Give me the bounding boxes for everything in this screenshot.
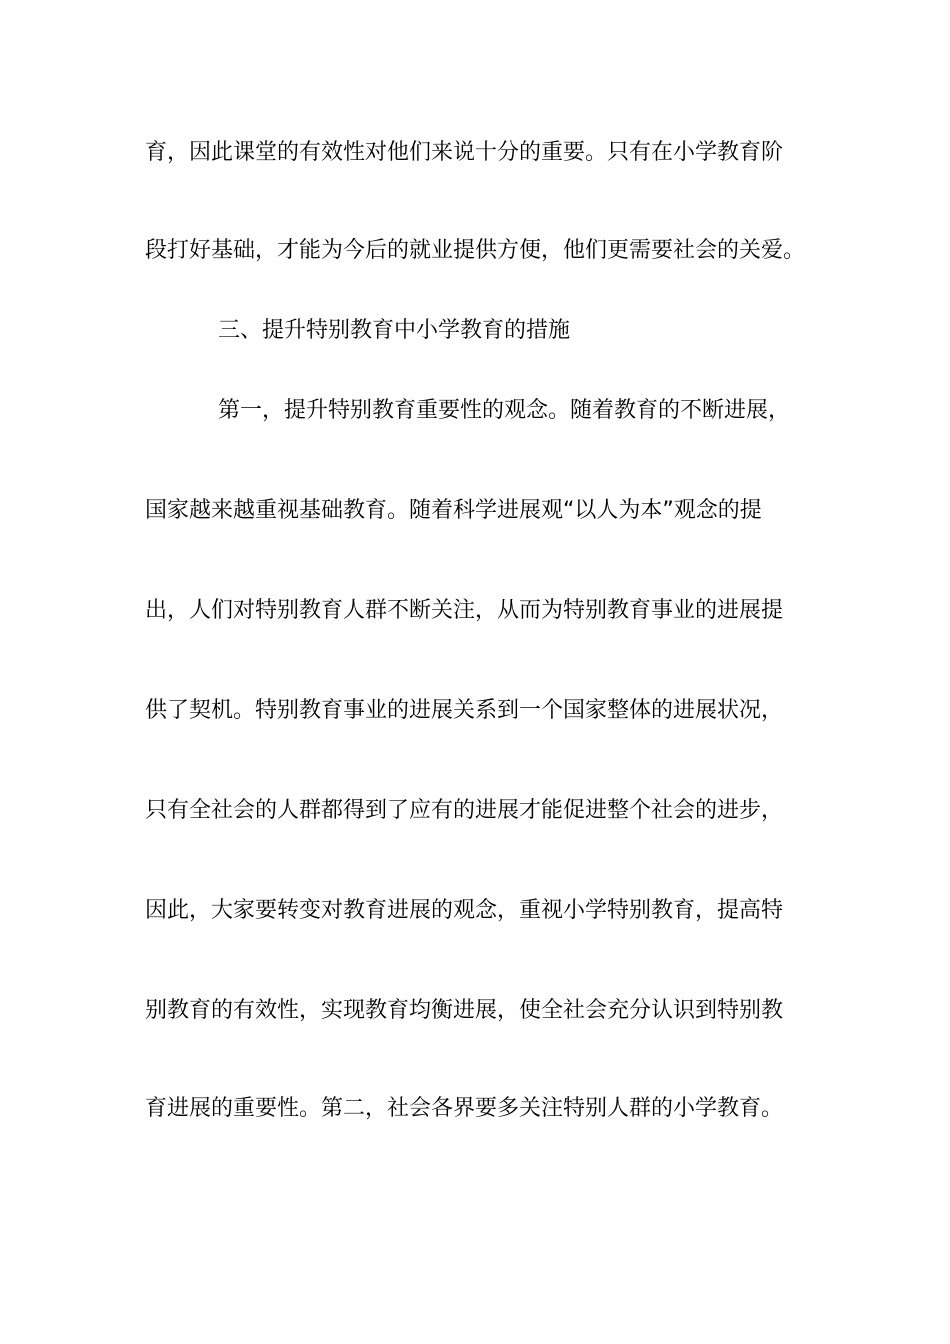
text-line-5: 国家越来越重视基础教育。随着科学进展观“以人为本”观念的提: [145, 498, 762, 523]
text-line-6: 出，人们对特别教育人群不断关注，从而为特别教育事业的进展提: [145, 598, 784, 623]
text-line-10: 别教育的有效性，实现教育均衡进展，使全社会充分认识到特别教: [145, 998, 784, 1023]
text-line-9: 因此，大家要转变对教育进展的观念，重视小学特别教育，提高特: [145, 898, 784, 923]
section-heading: 三、提升特别教育中小学教育的措施: [218, 318, 571, 343]
text-line-4: 第一，提升特别教育重要性的观念。随着教育的不断进展，: [218, 398, 791, 423]
text-line-11: 育进展的重要性。第二，社会各界要多关注特别人群的小学教育。: [145, 1096, 784, 1121]
text-line-8: 只有全社会的人群都得到了应有的进展才能促进整个社会的进步，: [145, 798, 784, 823]
text-line-1: 育，因此课堂的有效性对他们来说十分的重要。只有在小学教育阶: [145, 140, 784, 165]
text-line-7: 供了契机。特别教育事业的进展关系到一个国家整体的进展状况，: [145, 698, 784, 723]
text-line-2: 段打好基础，才能为今后的就业提供方便，他们更需要社会的关爱。: [145, 238, 806, 263]
